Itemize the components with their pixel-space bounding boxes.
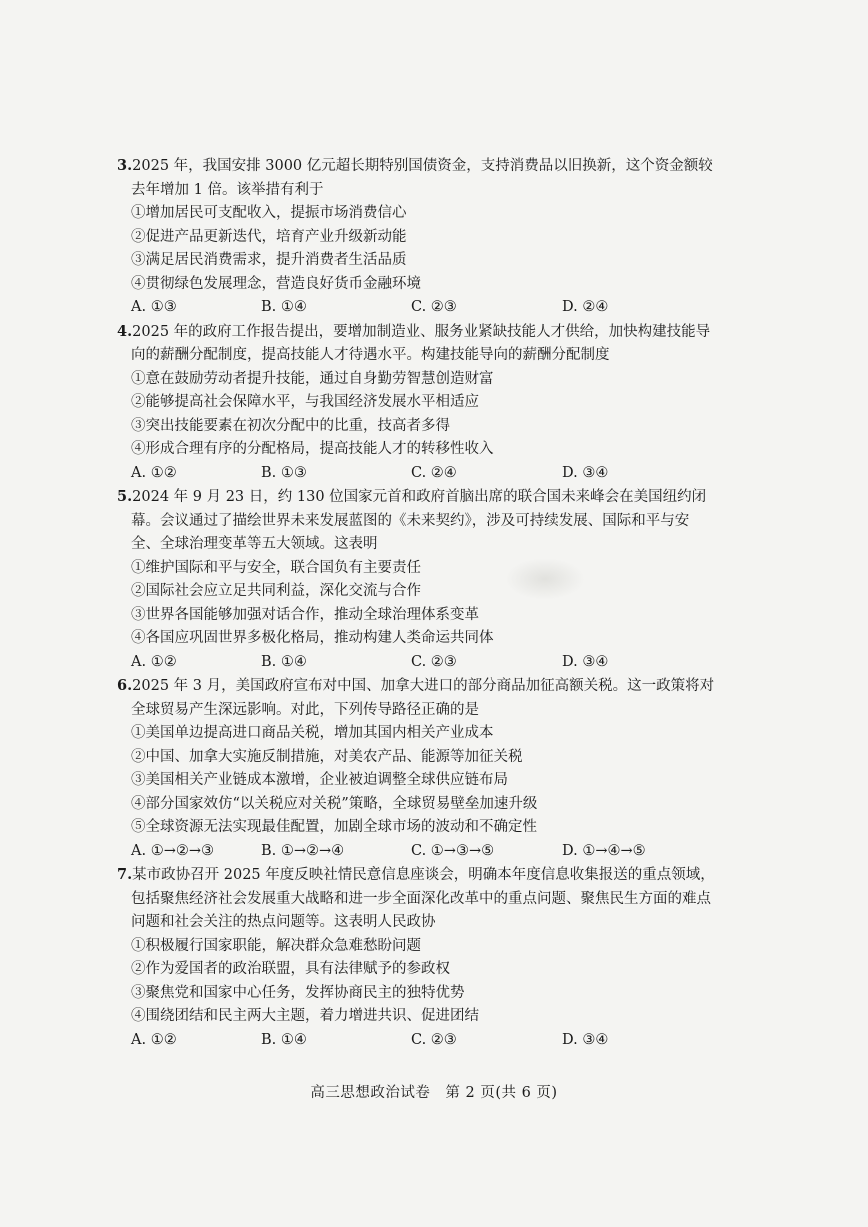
answer-choice[interactable]: D. ③④ [562,464,609,481]
answer-choice[interactable]: C. ②③ [411,653,457,670]
page-footer: 高三思想政治试卷 第 2 页(共 6 页) [310,1085,558,1101]
question-list [117,154,717,1052]
answer-choice[interactable]: B. ①④ [261,653,307,670]
question-stem [117,863,717,935]
answer-choices [117,840,717,864]
question-stem [117,320,717,368]
answer-choice[interactable]: B. ①→②→④ [261,842,345,859]
question-block [117,320,717,486]
question-text: 某市政协召开 2025 年度反映社情民意信息座谈会，明确本年度信息收集报送的重点领域，包括聚焦经济社会发展重大战略和进一步全面深化改革中的重点问题、聚焦民生方面的难点问题和社会关注的热点问题等。这表明人民政协 [131,867,715,930]
question-block [117,863,717,1052]
statement-option: ②作为爱国者的政治联盟，具有法律赋予的参政权 [131,961,450,977]
answer-choice[interactable]: A. ①③ [131,299,177,315]
statement-option: ④各国应巩固世界多极化格局，推动构建人类命运共同体 [131,630,494,646]
answer-choice[interactable]: B. ①④ [261,299,307,315]
answer-choices [117,462,717,486]
question-block [117,674,717,863]
answer-choice[interactable]: C. ②④ [411,464,457,481]
question-stem [117,674,717,722]
statement-option: ③满足居民消费需求，提升消费者生活品质 [131,252,407,268]
question-stem [117,154,717,202]
statement-option: ②国际社会应立足共同利益，深化交流与合作 [131,583,421,599]
statement-option: ①增加居民可支配收入，提振市场消费信心 [131,205,407,221]
question-text: 2025 年 3 月，美国政府宣布对中国、加拿大进口的部分商品加征高额关税。这一政策将对全球贸易产生深远影响。对此，下列传导路径正确的是 [131,678,715,718]
statement-option: ④贯彻绿色发展理念，营造良好货币金融环境 [131,275,421,292]
answer-choice[interactable]: D. ③④ [562,653,609,670]
answer-choice[interactable]: D. ②④ [562,299,609,315]
answer-choice[interactable]: C. ②③ [411,1031,457,1048]
statement-option: ⑤全球资源无法实现最佳配置，加剧全球市场的波动和不确定性 [131,819,537,835]
answer-choices [117,296,717,320]
statement-option: ②促进产品更新迭代，培育产业升级新动能 [131,228,407,245]
statement-option: ③聚焦党和国家中心任务，发挥协商民主的独特优势 [131,984,465,1001]
question-number: 6. [117,677,133,694]
answer-choice[interactable]: A. ①② [131,464,177,481]
statement-option: ④部分国家效仿“以关税应对关税”策略，全球贸易壁垒加速升级 [131,795,538,812]
question-block [117,154,717,320]
statement-option: ④形成合理有序的分配格局，提高技能人才的转移性收入 [131,441,494,457]
question-text: 2025 年，我国安排 3000 亿元超长期特别国债资金，支持消费品以旧换新，这个资金额较去年增加 1 倍。该举措有利于 [131,158,713,198]
question-number: 7. [117,866,133,883]
answer-choice[interactable]: C. ②③ [411,299,457,315]
question-block [117,485,717,674]
question-text: 2024 年 9 月 23 日，约 130 位国家元首和政府首脑出席的联合国未来峰会在美国纽约闭幕。会议通过了描绘世界未来发展蓝图的《未来契约》，涉及可持续发展、国际和平与安全、全球治理变革等五大领域。这表明 [131,489,707,552]
statement-option: ②中国、加拿大实施反制措施，对美农产品、能源等加征关税 [131,748,523,765]
statement-option: ①美国单边提高进口商品关税，增加其国内相关产业成本 [131,725,494,741]
question-number: 5. [117,488,133,505]
statement-option: ②能够提高社会保障水平，与我国经济发展水平相适应 [131,394,479,410]
answer-choices [117,651,717,675]
statement-option: ③突出技能要素在初次分配中的比重，技高者多得 [131,417,450,434]
statement-option: ③世界各国能够加强对话合作，推动全球治理体系变革 [131,606,479,623]
answer-choice[interactable]: B. ①④ [261,1031,307,1048]
question-number: 3. [117,157,133,174]
question-number: 4. [117,322,133,340]
statement-option: ①维护国际和平与安全，联合国负有主要责任 [131,559,421,576]
answer-choice[interactable]: A. ①② [131,653,177,670]
answer-choices [117,1029,717,1053]
answer-choice[interactable]: A. ①② [131,1031,177,1048]
statement-option: ①意在鼓励劳动者提升技能，通过自身勤劳智慧创造财富 [131,370,494,387]
answer-choice[interactable]: D. ①→④→⑤ [562,842,646,859]
answer-choice[interactable]: D. ③④ [562,1031,609,1048]
statement-option: ④围绕团结和民主两大主题，着力增进共识、促进团结 [131,1008,479,1024]
statement-option: ①积极履行国家职能，解决群众急难愁盼问题 [131,937,421,954]
question-text: 2025 年的政府工作报告提出，要增加制造业、服务业紧缺技能人才供给，加快构建技能导向的薪酬分配制度，提高技能人才待遇水平。构建技能导向的薪酬分配制度 [131,323,711,363]
question-stem [117,485,717,557]
answer-choice[interactable]: B. ①③ [261,464,307,481]
answer-choice[interactable]: C. ①→③→⑤ [411,842,495,859]
statement-option: ③美国相关产业链成本激增，企业被迫调整全球供应链布局 [131,772,508,788]
answer-choice[interactable]: A. ①→②→③ [131,842,214,859]
